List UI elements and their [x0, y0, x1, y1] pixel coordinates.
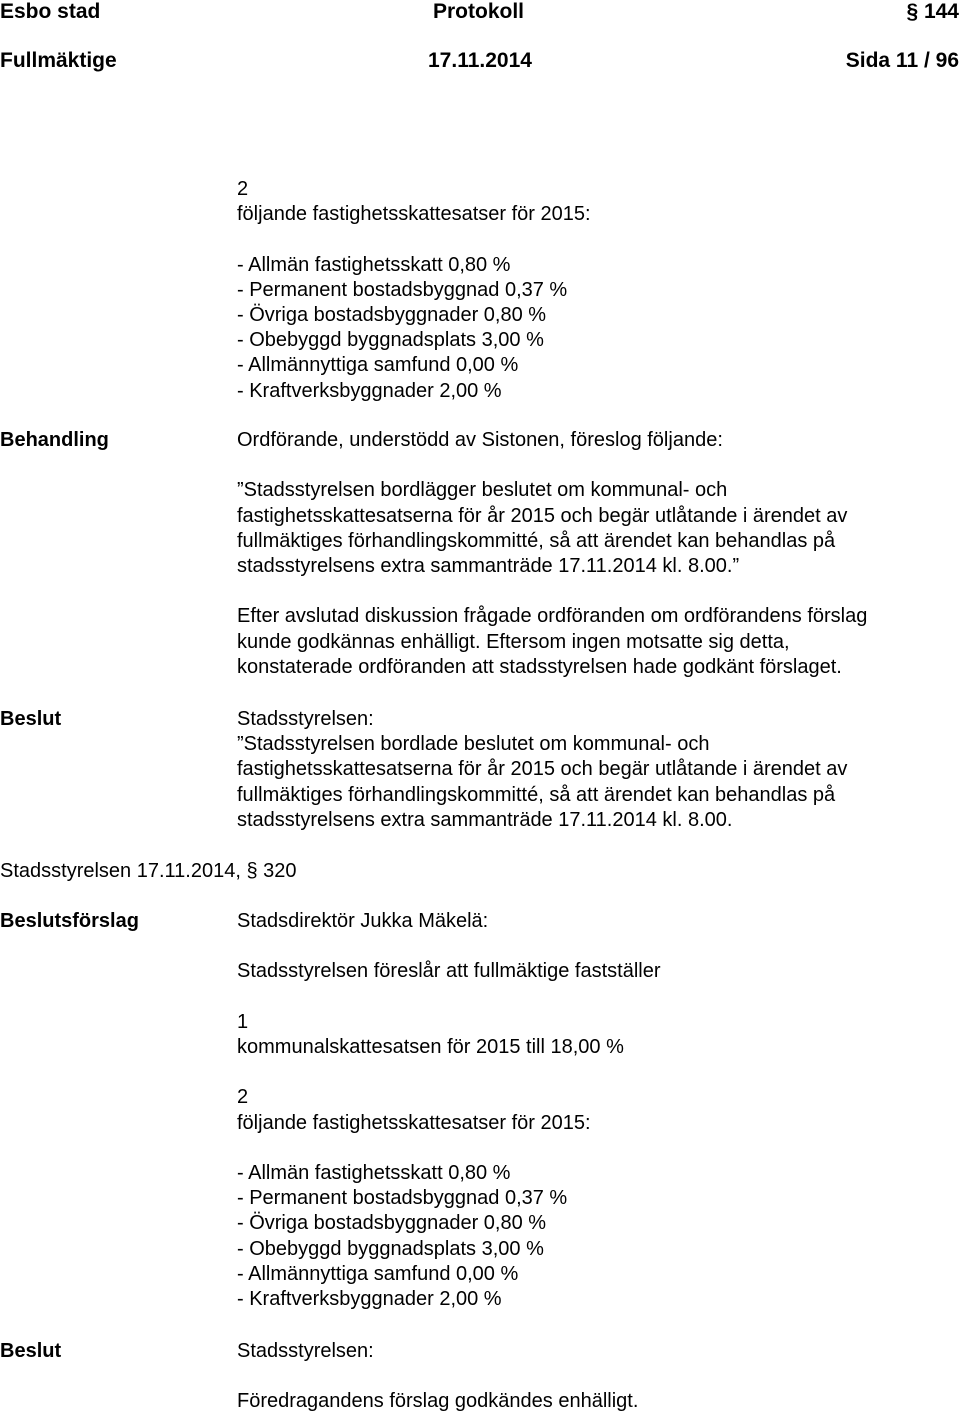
decision-body: Stadsstyrelsen: — [237, 1340, 374, 1362]
header-paragraph: § 144 — [906, 0, 959, 23]
item-number: 2 — [237, 1086, 249, 1109]
rate-item: - Permanent bostadsbyggnad 0,37 % — [237, 278, 568, 301]
section-label-behandling: Behandling — [0, 429, 109, 451]
rate-item: - Övriga bostadsbyggnader 0,80 % — [237, 1212, 547, 1235]
beslut-block — [237, 707, 959, 833]
behandling-quote-line: ”Stadsstyrelsen bordlägger beslutet om kommunal- och — [237, 479, 728, 502]
behandling-quote-line: fastighetsskattesatserna för år 2015 och begär utlåtande i ärendet av — [237, 504, 848, 527]
behandling-paragraph: Ordförande, understödd av Sistonen, föreslog följande: — [237, 429, 723, 451]
rate-item: - Allmännyttiga samfund 0,00 % — [237, 1262, 519, 1285]
item-number: 1 — [237, 1010, 249, 1033]
proposal-author: Stadsdirektör Jukka Mäkelä: — [237, 910, 489, 932]
proposal-lead: Stadsstyrelsen föreslår att fullmäktige fastställer — [237, 960, 661, 983]
beslut-line: Stadsstyrelsen: — [237, 708, 374, 730]
beslut-final-block — [237, 1339, 959, 1415]
rate-item: - Permanent bostadsbyggnad 0,37 % — [237, 1187, 568, 1210]
section-label-beslutsforslag: Beslutsförslag — [0, 910, 139, 932]
rate-item: - Obebyggd byggnadsplats 3,00 % — [237, 1237, 544, 1260]
beslut-line: fullmäktiges förhandlingskommitté, så att ärendet kan behandlas på — [237, 783, 836, 806]
behandling-discussion-line: Efter avslutad diskussion frågade ordföranden om ordförandens förslag — [237, 605, 868, 628]
top-rates-block — [237, 177, 959, 404]
beslut-line: ”Stadsstyrelsen bordlade beslutet om kommunal- och — [237, 733, 710, 756]
rate-item: - Övriga bostadsbyggnader 0,80 % — [237, 304, 547, 326]
header-body-name: Fullmäktige — [0, 49, 117, 72]
rates-intro: följande fastighetsskattesatser för 2015: — [237, 203, 591, 226]
rates-intro: följande fastighetsskattesatser för 2015: — [237, 1111, 591, 1134]
rate-item: - Kraftverksbyggnader 2,00 % — [237, 1287, 502, 1310]
municipal-tax-rate: kommunalskattesatsen för 2015 till 18,00 % — [237, 1035, 624, 1058]
decision-result: Föredragandens förslag godkändes enhälligt. — [237, 1390, 639, 1413]
item-number: 2 — [237, 178, 249, 200]
behandling-discussion-line: konstaterade ordföranden att stadsstyrelsen hade godkänt förslaget. — [237, 655, 842, 678]
beslut-line: stadsstyrelsens extra sammanträde 17.11.2014 kl. 8.00. — [237, 808, 733, 831]
session-reference: Stadsstyrelsen 17.11.2014, § 320 — [0, 860, 297, 882]
section-label-beslut-final: Beslut — [0, 1340, 62, 1362]
section-label-beslut: Beslut — [0, 708, 62, 730]
rate-item: - Allmän fastighetsskatt 0,80 % — [237, 253, 511, 276]
behandling-quote-line: stadsstyrelsens extra sammanträde 17.11.2014 kl. 8.00.” — [237, 555, 740, 577]
header-org: Esbo stad — [0, 0, 101, 23]
behandling-quote-line: fullmäktiges förhandlingskommitté, så att ärendet kan behandlas på — [237, 529, 836, 552]
header-doc-type: Protokoll — [433, 0, 525, 23]
rate-item: - Allmän fastighetsskatt 0,80 % — [237, 1161, 511, 1184]
beslut-line: fastighetsskattesatserna för år 2015 och begär utlåtande i ärendet av — [237, 758, 848, 781]
rate-item: - Obebyggd byggnadsplats 3,00 % — [237, 329, 544, 352]
header-date: 17.11.2014 — [428, 49, 532, 72]
beslutsforslag-block — [237, 909, 959, 1312]
rate-item: - Allmännyttiga samfund 0,00 % — [237, 354, 519, 377]
rate-item: - Kraftverksbyggnader 2,00 % — [237, 379, 502, 402]
behandling-discussion-line: kunde godkännas enhälligt. Eftersom ingen motsatte sig detta, — [237, 630, 790, 653]
behandling-block — [237, 428, 959, 680]
header-page-number: Sida 11 / 96 — [845, 49, 959, 72]
